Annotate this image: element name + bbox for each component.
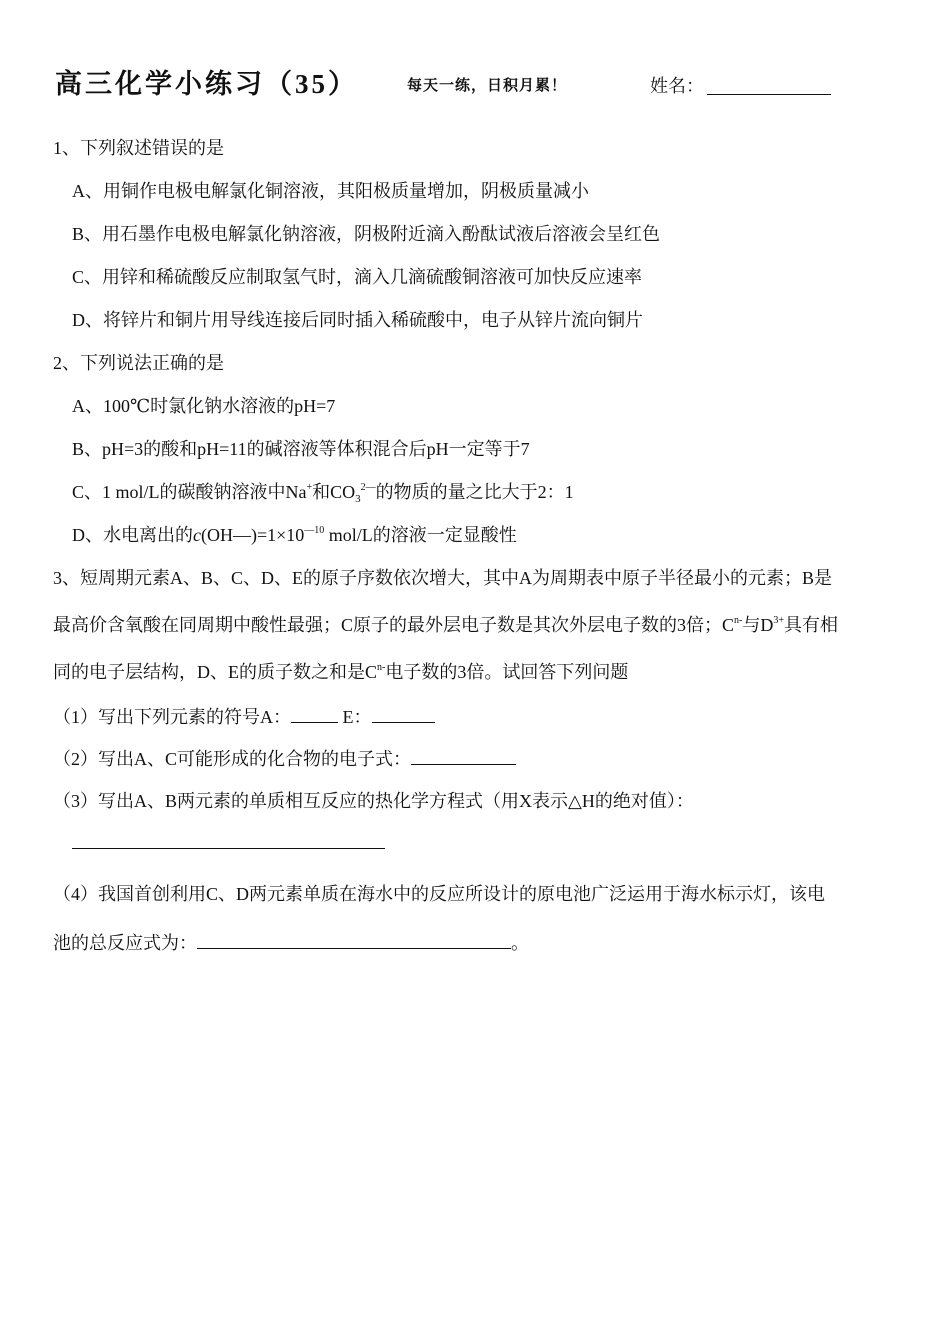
q3-part4-line2: 池的总反应式为： 。 [53, 930, 529, 955]
motto: 每天一练，日积月累！ [407, 78, 568, 94]
q2-stem: 2、下列说法正确的是 [53, 353, 224, 373]
q2-option-b: B、pH=3的酸和pH=11的碱溶液等体积混合后pH一定等于7 [72, 439, 530, 459]
q1-option-b: B、用石墨作电极电解氯化钠溶液，阴极附近滴入酚酞试液后溶液会呈红色 [72, 224, 661, 244]
q3-stem-line3: 同的电子层结构，D、E的质子数之和是$C^{n-}$电子数的3倍。试回答下列问题 [53, 662, 629, 682]
answer-blank-thermochemical-equation[interactable] [72, 848, 385, 849]
q1-option-c: C、用锌和稀硫酸反应制取氢气时，滴入几滴硫酸铜溶液可加快反应速率 [72, 267, 643, 287]
q1-option-a: A、用铜作电极电解氯化铜溶液，其阳极质量增加，阴极质量减小 [72, 181, 589, 201]
q1-option-d: D、将锌片和铜片用导线连接后同时插入稀硫酸中，电子从锌片流向铜片 [72, 310, 643, 330]
q1-stem: 1、下列叙述错误的是 [53, 138, 224, 158]
answer-blank-a[interactable] [291, 704, 338, 723]
q3-part2: （2）写出A、C可能形成的化合物的电子式： [53, 746, 516, 771]
q3-stem-line1: 3、短周期元素A、B、C、D、E的原子序数依次增大，其中A为周期表中原子半径最小的元素；B是 [53, 568, 833, 588]
worksheet-title: 高三化学小练习（35） [55, 69, 358, 99]
q3-part4-line1: （4）我国首创利用C、D两元素单质在海水中的反应所设计的原电池广泛运用于海水标示灯，该电 [53, 884, 826, 904]
q3-part3: （3）写出A、B两元素的单质相互反应的热化学方程式（用X表示△H的绝对值）： [53, 791, 694, 811]
q2-option-a: A、100℃时氯化钠水溶液的pH=7 [72, 396, 336, 416]
name-field[interactable] [707, 94, 831, 95]
q2-option-c: C、1 mol/L的碳酸钠溶液中Na+和$CO_3^{2—}$的物质的量之比大于2：1 [72, 482, 574, 505]
answer-blank-electron-formula[interactable] [411, 746, 516, 765]
worksheet-header [55, 62, 915, 102]
answer-blank-e[interactable] [372, 704, 435, 723]
answer-blank-cell-reaction[interactable] [197, 930, 511, 949]
name-label: 姓名： [650, 76, 704, 96]
q3-stem-line2: 最高价含氧酸在同周期中酸性最强；C原子的最外层电子数是其次外层电子数的3倍；$C^{n-}$与$D^{3+}$具有相 [53, 615, 838, 635]
q2-option-d: D、水电离出的$c(OH—)=1\times 10^{—10}$ mol/L的溶液一定显酸性 [72, 525, 517, 545]
q3-part1: （1）写出下列元素的符号A： E： [53, 704, 435, 729]
